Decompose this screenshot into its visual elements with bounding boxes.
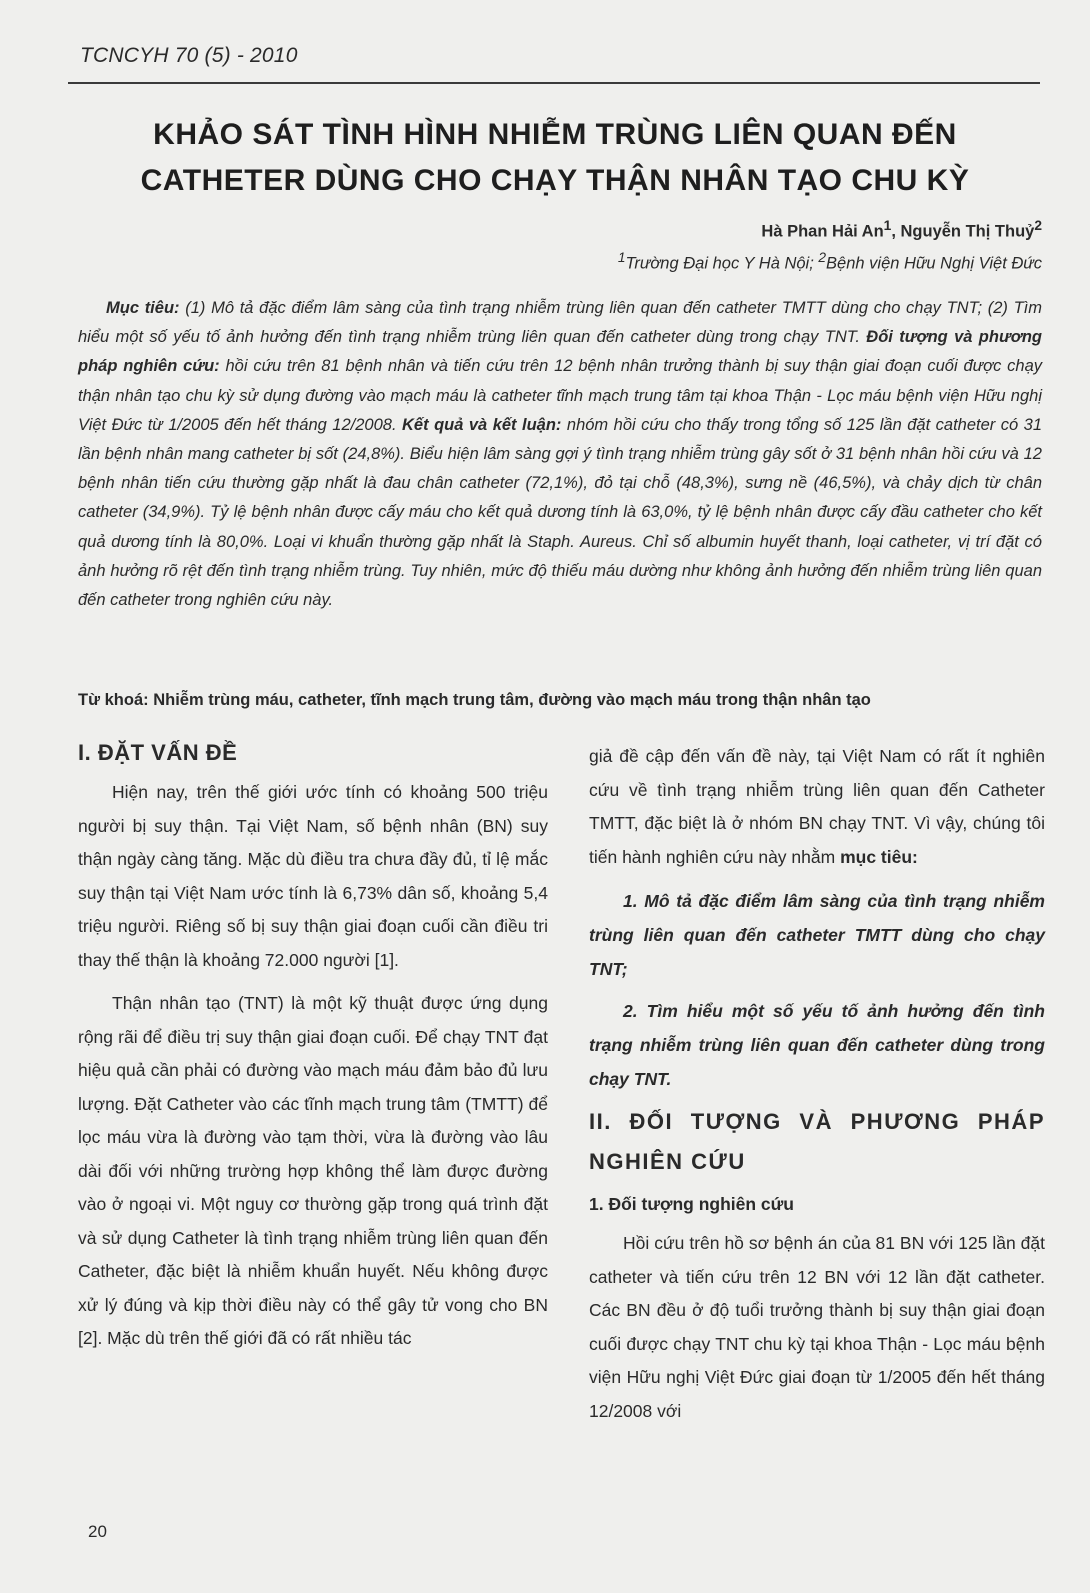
abstract-label-results: Kết quả và kết luận: — [402, 415, 562, 434]
author-separator: , — [891, 222, 901, 241]
right-column — [589, 740, 1045, 1438]
affil-2: Bệnh viện Hữu Nghị Việt Đức — [826, 254, 1042, 273]
body-paragraph: Hiện nay, trên thế giới ước tính có khoảng 500 triệu người bị suy thận. Tại Việt Nam, số bệnh nhân (BN) suy thận ngày càng tăng. Mặc dù điều tra chưa đầy đủ, tỉ lệ mắc suy thận tại Việt Nam ước tính là 6,73% dân số, khoảng 5,4 triệu người. Riêng số bị suy thận giai đoạn cuối cần điều tri thay thế thận là khoảng 72.000 người [1]. — [78, 782, 548, 970]
affil-2-mark: 2 — [818, 250, 827, 265]
affiliations — [618, 250, 1042, 274]
section-1-heading: I. ĐẶT VẤN ĐỀ — [78, 740, 238, 765]
abstract-objectives: (1) Mô tả đặc điểm lâm sàng của tình trạng nhiễm trùng liên quan đến catheter TMTT dùng cho chạy TNT; (2) Tìm hiểu một số yếu tố ảnh hưởng đến tình trạng nhiễm trùng liên quan đến catheter dùng trong chạy TNT. — [78, 299, 1042, 347]
author-2: Nguyễn Thị Thuỷ — [900, 222, 1035, 241]
affil-1-mark: 1 — [617, 250, 626, 265]
keywords: Từ khoá: Nhiễm trùng máu, catheter, tĩnh mạch trung tâm, đường vào mạch máu trong thận nhân tạo — [78, 691, 871, 709]
body-paragraph: Hồi cứu trên hồ sơ bệnh án của 81 BN với 125 lần đặt catheter và tiến cứu trên 12 BN với 12 lần đặt catheter. Các BN đều ở độ tuổi trưởng thành bị suy thận giai đoạn cuối được chạy TNT chu kỳ tại khoa Thận - Lọc máu bệnh viện Hữu nghị Việt Đức giai đoạn từ 1/2005 đến hết tháng 12/2008 với — [589, 1233, 1045, 1421]
title-line-1: KHẢO SÁT TÌNH HÌNH NHIỄM TRÙNG LIÊN QUAN ĐẾN — [153, 118, 957, 151]
author-list — [761, 218, 1042, 242]
intro-continuation: giả đề cập đến vấn đề này, tại Việt Nam có rất ít nghiên cứu về tình trạng nhiễm trùng liên quan đến Catheter TMTT, đặc biệt là ở nhóm BN chạy TNT. Vì vậy, chúng tôi tiến hành nghiên cứu này nhằm — [589, 746, 1045, 867]
page-number: 20 — [88, 1522, 107, 1541]
body-paragraph: Thận nhân tạo (TNT) là một kỹ thuật được ứng dụng rộng rãi để điều trị suy thận giai đoạn cuối. Để chạy TNT đạt hiệu quả cần phải có đường vào mạch máu đảm bảo đủ lưu lượng. Đặt Catheter vào các tĩnh mạch trung tâm (TMTT) để lọc máu vừa là đường vào tạm thời, vừa là đường vào lâu dài đối với những trường hợp không thể làm được đường vào ở ngoại vi. Một nguy cơ thường gặp trong quá trình đặt và sử dụng Catheter là tình trạng nhiễm trùng liên quan đến Catheter, đặc biệt là nhiễm khuẩn huyết. Nếu không được xử lý đúng và kịp thời điều này có thể gây tử vong cho BN [2]. Mặc dù trên thế giới đã có rất nhiều tác — [78, 993, 548, 1348]
author-1-affil-mark: 1 — [883, 218, 892, 233]
affil-1: Trường Đại học Y Hà Nội; — [625, 254, 819, 273]
title-line-2: CATHETER DÙNG CHO CHẠY THẬN NHÂN TẠO CHU KỲ — [140, 164, 970, 197]
body-paragraph — [589, 740, 1045, 874]
objective-2: 2. Tìm hiểu một số yếu tố ảnh hưởng đến tình trạng nhiễm trùng liên quan đến catheter dùng trong chạy TNT. — [589, 1001, 1045, 1089]
header-rule — [68, 82, 1040, 84]
author-1: Hà Phan Hải An — [761, 222, 884, 241]
article-title — [80, 112, 1030, 204]
section-2-heading: II. ĐỐI TƯỢNG VÀ PHƯƠNG PHÁP NGHIÊN CỨU — [589, 1109, 1045, 1174]
journal-reference: TCNCYH 70 (5) - 2010 — [80, 44, 298, 67]
objectives-lead: mục tiêu: — [840, 846, 918, 867]
abstract-label-objectives: Mục tiêu: — [106, 299, 180, 317]
subsection-heading: 1. Đối tượng nghiên cứu — [589, 1194, 795, 1214]
objective-1: 1. Mô tả đặc điểm lâm sàng của tình trạng nhiễm trùng liên quan đến catheter TMTT dùng cho chạy TNT; — [589, 891, 1045, 979]
abstract-label-methods: Đối tượng và phương pháp nghiên cứu: — [78, 328, 1042, 376]
left-column — [78, 740, 548, 1366]
abstract — [78, 294, 1042, 615]
abstract-results: nhóm hồi cứu cho thấy trong tổng số 125 lần đặt catheter có 31 lần bệnh nhân mang catheter bị sốt (24,8%). Biểu hiện lâm sàng gợi ý tình trạng nhiễm trùng gây sốt ở 31 bệnh nhân hồi cứu và 12 bệnh nhân tiến cứu thường gặp nhất là đau chân catheter (72,1%), đỏ tại chỗ (48,3%), sưng nề (46,5%), và chảy dịch từ chân catheter (34,9%). Tỷ lệ bệnh nhân được cấy máu cho kết quả dương tính là 63,0%, tỷ lệ bệnh nhân được cấy đầu catheter cho kết quả dương tính là 80,0%. Loại vi khuẩn thường gặp nhất là Staph. Aureus. Chỉ số albumin huyết thanh, loại catheter, vị trí đặt có ảnh hưởng rõ rệt đến tình trạng nhiễm trùng. Tuy nhiên, mức độ thiếu máu dường như không ảnh hưởng đến nhiễm trùng liên quan đến catheter trong nghiên cứu này. — [78, 415, 1043, 610]
abstract-methods: hồi cứu trên 81 bệnh nhân và tiến cứu trên 12 bệnh nhân trưởng thành bị suy thận giai đoạn cuối được chạy thận nhân tạo chu kỳ sử dụng đường vào mạch máu là catheter tĩnh mạch trung tâm tại khoa Thận - Lọc máu bệnh viện Hữu nghị Việt Đức từ 1/2005 đến hết tháng 12/2008. — [78, 357, 1042, 434]
author-2-affil-mark: 2 — [1034, 218, 1042, 233]
